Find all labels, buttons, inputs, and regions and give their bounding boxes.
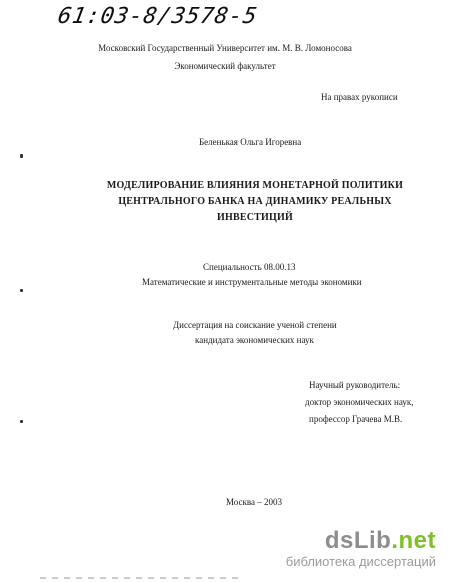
- dissertation-title-line-3: ИНВЕСТИЦИЙ: [217, 212, 293, 223]
- degree-line-1: Диссертация на соискание ученой степени: [173, 320, 337, 330]
- dslib-logo: dsLib.net: [324, 527, 436, 554]
- scan-speck: [20, 289, 23, 292]
- scan-speck: [20, 154, 23, 158]
- author-name: Беленькая Ольга Игоревна: [199, 137, 302, 147]
- supervisor-degree: доктор экономических наук,: [305, 397, 414, 407]
- supervisor-label: Научный руководитель:: [309, 380, 401, 390]
- handwritten-archive-number: 61:03-8/3578-5: [55, 4, 260, 29]
- dslib-tagline: библиотека диссертаций: [285, 554, 436, 569]
- dissertation-title-line-2: ЦЕНТРАЛЬНОГО БАНКА НА ДИНАМИКУ РЕАЛЬНЫХ: [118, 196, 392, 207]
- dslib-watermark: [286, 528, 436, 570]
- specialty-name: Математические и инструментальные методы экономики: [142, 277, 362, 287]
- supervisor-name: профессор Грачева М.В.: [309, 414, 403, 424]
- dissertation-title-line-1: МОДЕЛИРОВАНИЕ ВЛИЯНИЯ МОНЕТАРНОЙ ПОЛИТИКИ: [106, 180, 404, 191]
- scan-bottom-edge: [40, 577, 240, 579]
- faculty-name: Экономический факультет: [174, 61, 276, 71]
- place-and-year: Москва – 2003: [226, 497, 282, 507]
- scan-speck: [20, 420, 23, 423]
- rights-note: На правах рукописи: [321, 92, 398, 102]
- specialty-code: Специальность 08.00.13: [203, 262, 296, 272]
- university-name: Московский Государственный Университет им. М. В. Ломоносова: [98, 43, 352, 53]
- degree-line-2: кандидата экономических наук: [195, 335, 314, 345]
